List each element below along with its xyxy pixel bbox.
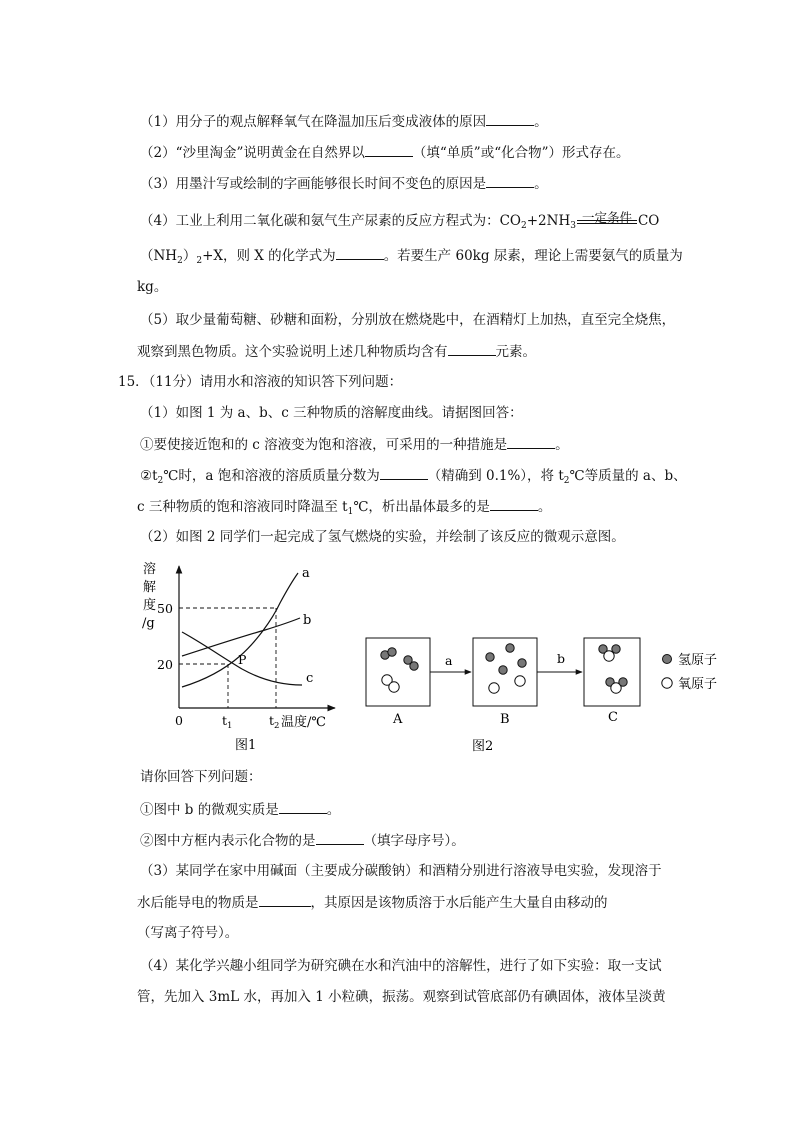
point-p-label: P	[238, 652, 247, 667]
y-axis-label-2: 解	[143, 580, 157, 595]
q15-part2: （2）如图 2 同学们一起完成了氢气燃烧的实验，并绘制了该反应的微观示意图。	[140, 529, 625, 545]
arrow-a-label: a	[445, 653, 453, 668]
legend-hydrogen-label: 氢原子	[678, 653, 718, 668]
y-axis-label-1: 溶	[143, 562, 157, 577]
reaction-condition: 一定条件	[576, 211, 638, 231]
x-tick-t2: $t_2$	[269, 713, 280, 731]
answer-blank[interactable]	[365, 142, 413, 157]
q15-sub2-line2: c 三种物质的饱和溶液同时降温至 $t_1℃$，析出晶体最多的是 。	[137, 496, 551, 522]
q14-part4-line1: （4）工业上利用二氧化碳和氨气生产尿素的反应方程式为：$CO_2+2NH_3$ 一定条件 CO	[140, 210, 660, 231]
x-tick-t1: $t_1$	[222, 713, 233, 731]
q15-sub4: ②图中方框内表示化合物的是 （填字母序号）。	[140, 830, 465, 851]
box-c-label: C	[608, 710, 618, 725]
answer-blank[interactable]	[259, 892, 311, 907]
answer-blank[interactable]	[448, 341, 496, 356]
answer-blank[interactable]	[490, 496, 538, 511]
y-axis-label-4: /g	[142, 616, 155, 631]
answer-blank[interactable]	[486, 111, 534, 126]
curve-a	[182, 573, 298, 687]
answer-blank[interactable]	[507, 434, 555, 449]
legend-oxygen-label: 氧原子	[678, 677, 718, 692]
curve-b-label: b	[303, 613, 312, 628]
curve-a-label: a	[302, 566, 310, 581]
q15-sub2-line1: $②t_2℃$时，a 饱和溶液的溶质质量分数为 （精确到 0.1%），将 $t_2℃$等质量的 a、b、	[140, 465, 687, 491]
answer-blank[interactable]	[279, 799, 327, 814]
y-tick-20: 20	[157, 657, 173, 672]
q15-sub1: ①要使接近饱和的 c 溶液变为饱和溶液，可采用的一种措施是 。	[140, 434, 569, 455]
q15-sub3: ①图中 b 的微观实质是 。	[140, 799, 340, 820]
box-a	[366, 638, 430, 706]
legend-oxygen-icon	[662, 678, 672, 688]
atoms-b	[486, 644, 526, 693]
q15-header: 15．（11分）请用水和溶液的知识答下列问题：	[118, 374, 403, 390]
y-axis-label-3: 度	[143, 598, 157, 613]
x-axis-label: 温度/℃	[281, 715, 326, 730]
q15-ask: 请你回答下列问题：	[140, 769, 262, 785]
q15-part4-line1: （4）某化学兴趣小组同学为研究碘在水和汽油中的溶解性，进行了如下实验：取一支试	[140, 958, 662, 974]
answer-blank[interactable]	[486, 173, 534, 188]
curve-c-label: c	[306, 671, 314, 686]
figure2-caption: 图2	[472, 739, 494, 754]
q15-part4-line2: 管，先加入 3mL 水，再加入 1 小粒碘，振荡。观察到试管底部仍有碘固体，液体呈淡黄	[137, 989, 666, 1005]
q14-part4-line3: kg。	[137, 279, 168, 295]
q15-part3-line1: （3）某同学在家中用碱面（主要成分碳酸钠）和酒精分别进行溶液导电实验，发现溶于	[140, 863, 662, 879]
box-b-label: B	[500, 712, 510, 727]
q15-part3-line3: （写离子符号）。	[137, 925, 239, 941]
q14-part2: （2）“沙里淘金”说明黄金在自然界以 （填“单质”或“化合物”）形式存在。	[140, 142, 630, 163]
answer-blank[interactable]	[380, 465, 428, 480]
q14-part5-line2: 观察到黑色物质。这个实验说明上述几种物质均含有 元素。	[137, 341, 536, 362]
solubility-chart	[130, 558, 350, 758]
molecules-a	[381, 648, 418, 692]
q15-part1: （1）如图 1 为 a、b、c 三种物质的溶解度曲线。请据图回答：	[140, 405, 523, 421]
reaction-diagram	[360, 632, 730, 757]
q14-part3: （3）用墨汁写或绘制的字画能够很长时间不变色的原因是 。	[140, 173, 548, 194]
q14-part5-line1: （5）取少量葡萄糖、砂糖和面粉，分别放在燃烧匙中，在酒精灯上加热，直至完全烧焦，	[140, 312, 676, 328]
legend-hydrogen-icon	[663, 655, 672, 664]
molecules-c	[599, 645, 627, 693]
arrow-b-label: b	[557, 651, 566, 666]
q14-part4-line2: $(NH_2)_2+X$，则 X 的化学式为 。若要生产 60kg 尿素，理论上需要氨气的质量为	[140, 245, 683, 271]
figure1-caption: 图1	[235, 738, 257, 753]
q14-part1: （1）用分子的观点解释氧气在降温加压后变成液体的原因 。	[140, 111, 548, 132]
q15-part3-line2: 水后能导电的物质是 ，其原因是该物质溶于水后能产生大量自由移动的	[137, 892, 608, 913]
y-tick-50: 50	[157, 601, 173, 616]
answer-blank[interactable]	[316, 830, 364, 845]
box-a-label: A	[393, 712, 403, 727]
origin-label: 0	[175, 713, 183, 728]
curve-b	[182, 618, 300, 656]
answer-blank[interactable]	[336, 245, 384, 260]
